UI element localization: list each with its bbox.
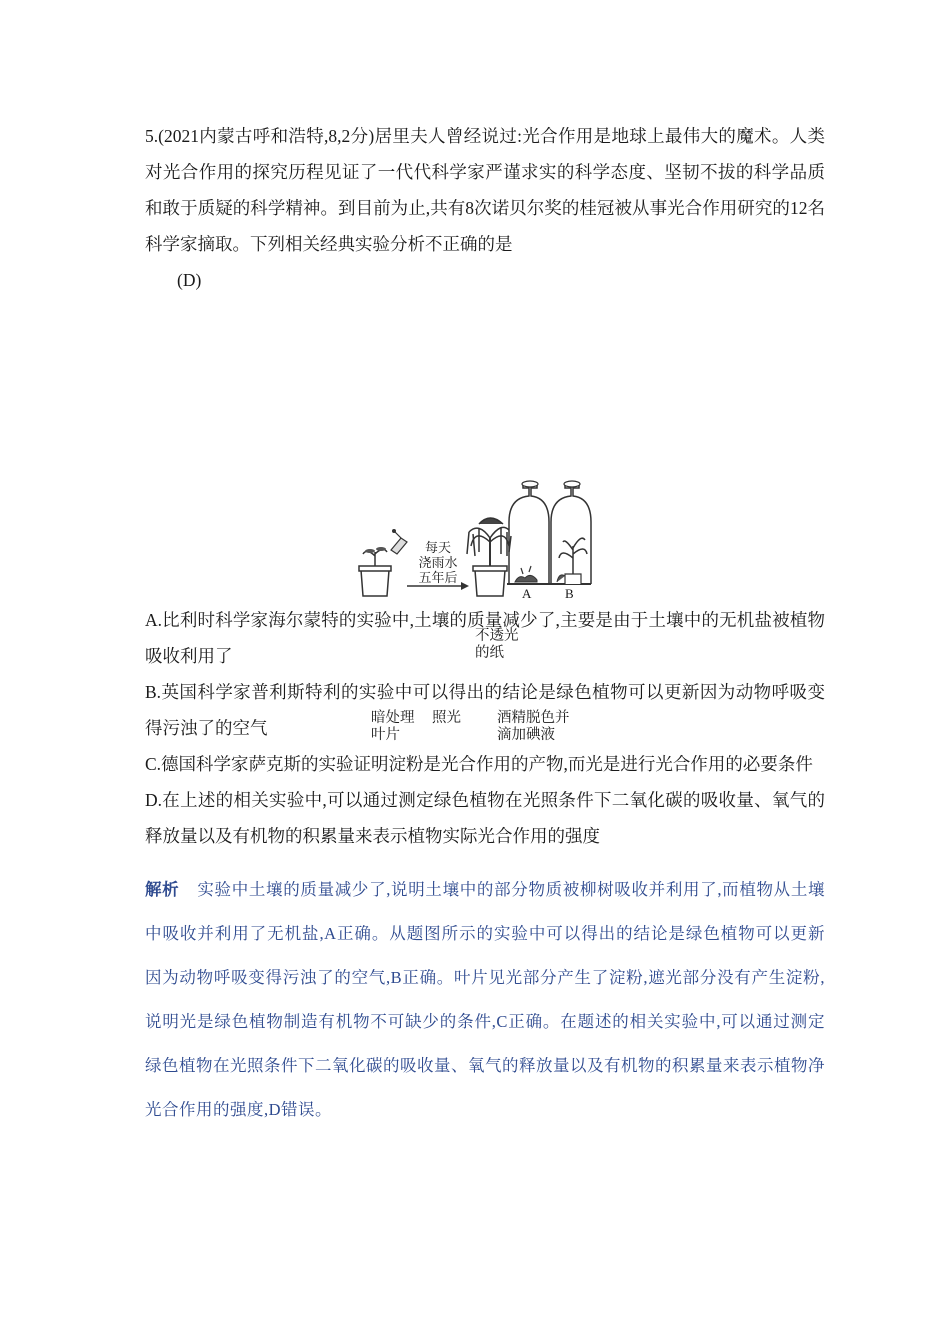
bell-jar-b-label: B bbox=[565, 586, 574, 601]
question-stem: 5.(2021内蒙古呼和浩特,8,2分)居里夫人曾经说过:光合作用是地球上最伟大的魔术。人类对光合作用的探究历程见证了一代代科学家严谨求实的科学态度、坚韧不拔的科学品质和敢于质疑的科学精神。到目前为止,共有8次诺贝尔奖的桂冠被从事光合作用研究的12名科学家摘取。下列相关经典实验分析不正确的是 bbox=[145, 126, 825, 254]
option-d: D.在上述的相关实验中,可以通过测定绿色植物在光照条件下二氧化碳的吸收量、氧气的释放量以及有机物的积累量来表示植物实际光合作用的强度 bbox=[145, 790, 825, 846]
option-b: B.英国科学家普利斯特利的实验中可以得出的结论是绿色植物可以更新因为动物呼吸变得污浊了的空气 bbox=[145, 682, 825, 738]
option-a: A.比利时科学家海尔蒙特的实验中,土壤的质量减少了,主要是由于土壤中的无机盐被植物吸收利用了 bbox=[145, 610, 825, 666]
step2-label: 照光 bbox=[432, 710, 461, 726]
willow-tree-pot-icon bbox=[467, 518, 511, 596]
bell-jar-b-icon bbox=[551, 481, 591, 584]
question-page bbox=[145, 118, 825, 1132]
bell-jar-a-icon bbox=[509, 481, 549, 584]
step1-label-line: 叶片 bbox=[371, 727, 400, 743]
arrow-label-line: 浇雨水 bbox=[418, 555, 458, 570]
paper-label bbox=[475, 628, 519, 662]
step1-label bbox=[371, 710, 415, 744]
step3-label bbox=[497, 710, 570, 744]
small-plant-pot-icon bbox=[359, 547, 391, 596]
option-c: C.德国科学家萨克斯的实验证明淀粉是光合作用的产物,而光是进行光合作用的必要条件 bbox=[145, 754, 813, 774]
bell-jar-a-label: A bbox=[522, 586, 532, 601]
arrow-label-line: 五年后 bbox=[418, 570, 458, 585]
step3-label-line: 滴加碘液 bbox=[497, 727, 555, 743]
experiment-illustration bbox=[145, 302, 825, 602]
paper-label-line: 的纸 bbox=[475, 645, 504, 661]
step1-label-line: 暗处理 bbox=[371, 710, 415, 726]
watering-can-icon bbox=[391, 529, 407, 554]
arrow-head-icon bbox=[461, 582, 469, 590]
analysis-section bbox=[145, 868, 825, 1132]
paper-label-line: 不透光 bbox=[475, 628, 519, 644]
arrow-label-line: 每天 bbox=[424, 540, 451, 555]
question-answer: (D) bbox=[177, 270, 202, 290]
arrow-label bbox=[415, 540, 461, 585]
analysis-text: 实验中土壤的质量减少了,说明土壤中的部分物质被柳树吸收并利用了,而植物从土壤中吸收并利用了无机盐,A正确。从题图所示的实验中可以得出的结论是绿色植物可以更新因为动物呼吸变得污浊了的空气,B正确。叶片见光部分产生了淀粉,遮光部分没有产生淀粉,说明光是绿色植物制造有机物不可缺少的条件,C正确。在题述的相关实验中,可以通过测定绿色植物在光照条件下二氧化碳的吸收量、氧气的释放量以及有机物的积累量来表示植物净光合作用的强度,D错误。 bbox=[145, 880, 826, 1119]
analysis-label: 解析 bbox=[145, 881, 180, 899]
step3-label-line: 酒精脱色并 bbox=[497, 710, 570, 726]
